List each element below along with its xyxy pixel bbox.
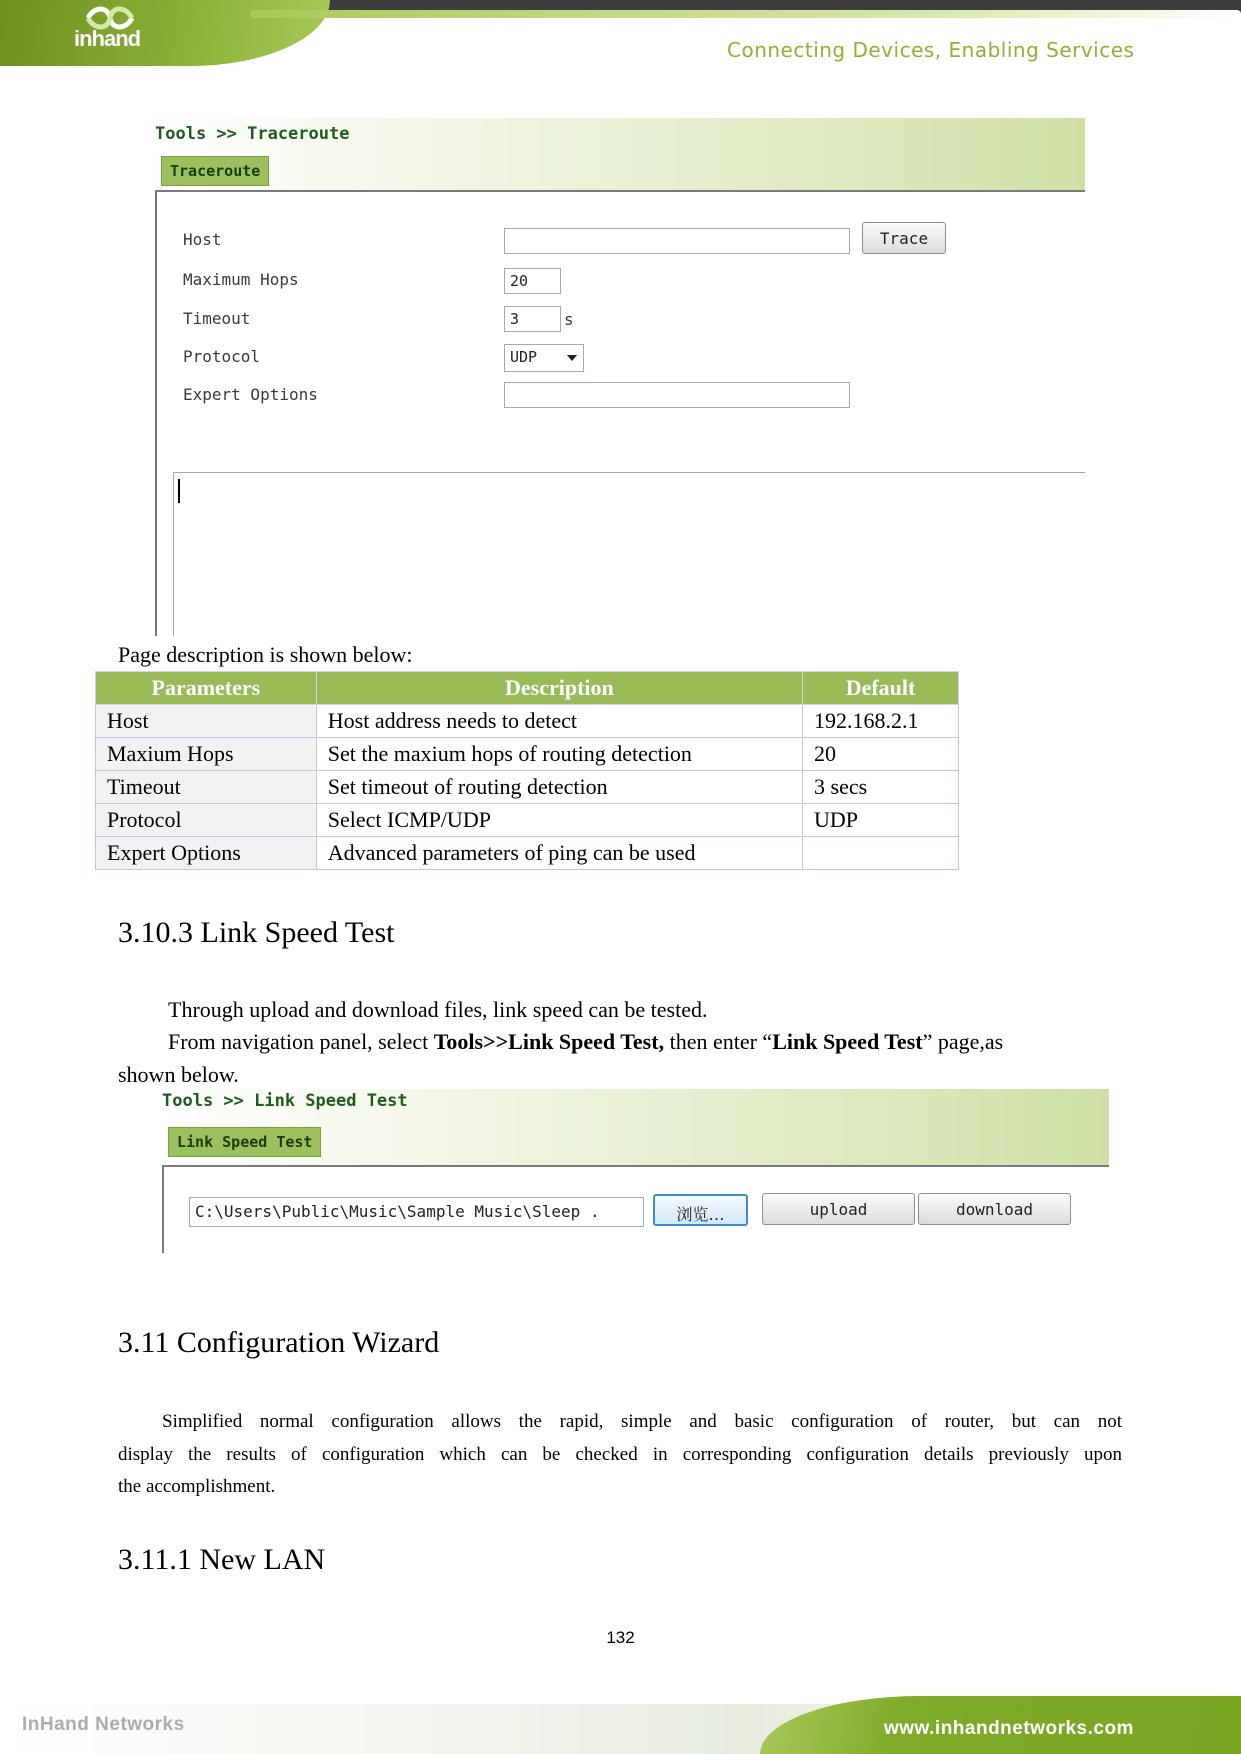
table-cell xyxy=(803,837,959,870)
para2-bold-page: Link Speed Test xyxy=(772,1029,923,1054)
table-cell: Timeout xyxy=(96,771,317,804)
para2-mid: then enter “ xyxy=(664,1029,773,1054)
traceroute-frame-left xyxy=(155,190,157,636)
table-cell: Protocol xyxy=(96,804,317,837)
tab-link-speed-test[interactable]: Link Speed Test xyxy=(168,1127,321,1157)
browse-button[interactable]: 浏览… xyxy=(653,1194,748,1226)
table-cell: Select ICMP/UDP xyxy=(316,804,802,837)
protocol-select[interactable] xyxy=(504,344,584,372)
traceroute-frame-top xyxy=(155,190,1085,192)
table-cell: Maxium Hops xyxy=(96,738,317,771)
section-heading-new-lan: 3.11.1 New LAN xyxy=(118,1543,326,1576)
timeout-unit: s xyxy=(564,310,574,329)
table-row xyxy=(96,738,959,771)
link-speed-panel xyxy=(162,1089,1109,1253)
footer-url: www.inhandnetworks.com xyxy=(884,1718,1134,1739)
expert-options-input[interactable] xyxy=(504,382,850,408)
wizard-para-line3: the accomplishment. xyxy=(118,1476,276,1497)
link-speed-breadcrumb: Tools >> Link Speed Test xyxy=(162,1091,408,1111)
table-cell: Set timeout of routing detection xyxy=(316,771,802,804)
table-row xyxy=(96,837,959,870)
para2-bold-nav: Tools>>Link Speed Test, xyxy=(433,1029,665,1054)
section-heading-link-speed: 3.10.3 Link Speed Test xyxy=(118,916,395,949)
table-cell: 3 secs xyxy=(803,771,959,804)
table-row xyxy=(96,705,959,738)
host-input[interactable] xyxy=(504,228,850,254)
page-footer xyxy=(0,1690,1241,1754)
table-cell: 192.168.2.1 xyxy=(803,705,959,738)
page-header xyxy=(0,0,1241,80)
section-heading-wizard: 3.11 Configuration Wizard xyxy=(118,1326,440,1359)
link-speed-para1: Through upload and download files, link speed can be tested. xyxy=(168,997,708,1022)
wizard-para-line2: display the results of configuration which can be checked in corresponding configuration details previously upon xyxy=(118,1444,1122,1465)
table-cell: UDP xyxy=(803,804,959,837)
traceroute-panel xyxy=(155,118,1085,636)
file-path-input[interactable]: C:\Users\Public\Music\Sample Music\Sleep . xyxy=(189,1197,644,1227)
column-header: Description xyxy=(316,672,802,705)
table-intro: Page description is shown below: xyxy=(118,642,413,667)
header-tagline: Connecting Devices, Enabling Services xyxy=(727,38,1135,62)
timeout-label: Timeout xyxy=(183,309,251,328)
column-header: Parameters xyxy=(96,672,317,705)
table-row xyxy=(96,804,959,837)
para2-suffix: ” page,as xyxy=(922,1029,1004,1054)
table-cell: Advanced parameters of ping can be used xyxy=(316,837,802,870)
table-cell: Set the maxium hops of routing detection xyxy=(316,738,802,771)
table-cell: Expert Options xyxy=(96,837,317,870)
footer-brand: InHand Networks xyxy=(22,1714,185,1735)
table-cell: Host address needs to detect xyxy=(316,705,802,738)
link-speed-frame-top xyxy=(162,1165,1109,1167)
max-hops-input[interactable]: 20 xyxy=(504,268,561,294)
tab-traceroute[interactable]: Traceroute xyxy=(161,156,269,186)
host-label: Host xyxy=(183,230,222,249)
table-header-row xyxy=(96,672,959,705)
timeout-input[interactable]: 3 xyxy=(504,306,561,332)
parameter-table xyxy=(95,671,959,870)
protocol-select-value: UDP xyxy=(510,348,538,366)
column-header: Default xyxy=(803,672,959,705)
table-row xyxy=(96,771,959,804)
trace-button[interactable]: Trace xyxy=(862,222,946,254)
table-cell: 20 xyxy=(803,738,959,771)
chevron-down-icon xyxy=(567,355,577,361)
header-swoosh xyxy=(250,10,1241,18)
download-button[interactable]: download xyxy=(918,1193,1071,1225)
upload-button[interactable]: upload xyxy=(762,1193,915,1225)
link-speed-frame-left xyxy=(162,1165,164,1253)
page-number: 132 xyxy=(606,1628,635,1647)
max-hops-label: Maximum Hops xyxy=(183,270,299,289)
protocol-label: Protocol xyxy=(183,347,261,366)
para2-prefix: From navigation panel, select xyxy=(168,1029,434,1054)
wizard-para-line1: Simplified normal configuration allows the rapid, simple and basic configuration of router, but can not xyxy=(162,1411,1122,1432)
text-caret xyxy=(178,479,180,503)
traceroute-breadcrumb: Tools >> Traceroute xyxy=(155,124,350,144)
table-cell: Host xyxy=(96,705,317,738)
link-speed-para2-line2: shown below. xyxy=(118,1062,239,1087)
link-speed-para2 xyxy=(168,1025,1122,1058)
logo-text: inhand xyxy=(74,26,141,51)
trace-output-textarea[interactable] xyxy=(173,472,1085,636)
expert-options-label: Expert Options xyxy=(183,385,318,404)
